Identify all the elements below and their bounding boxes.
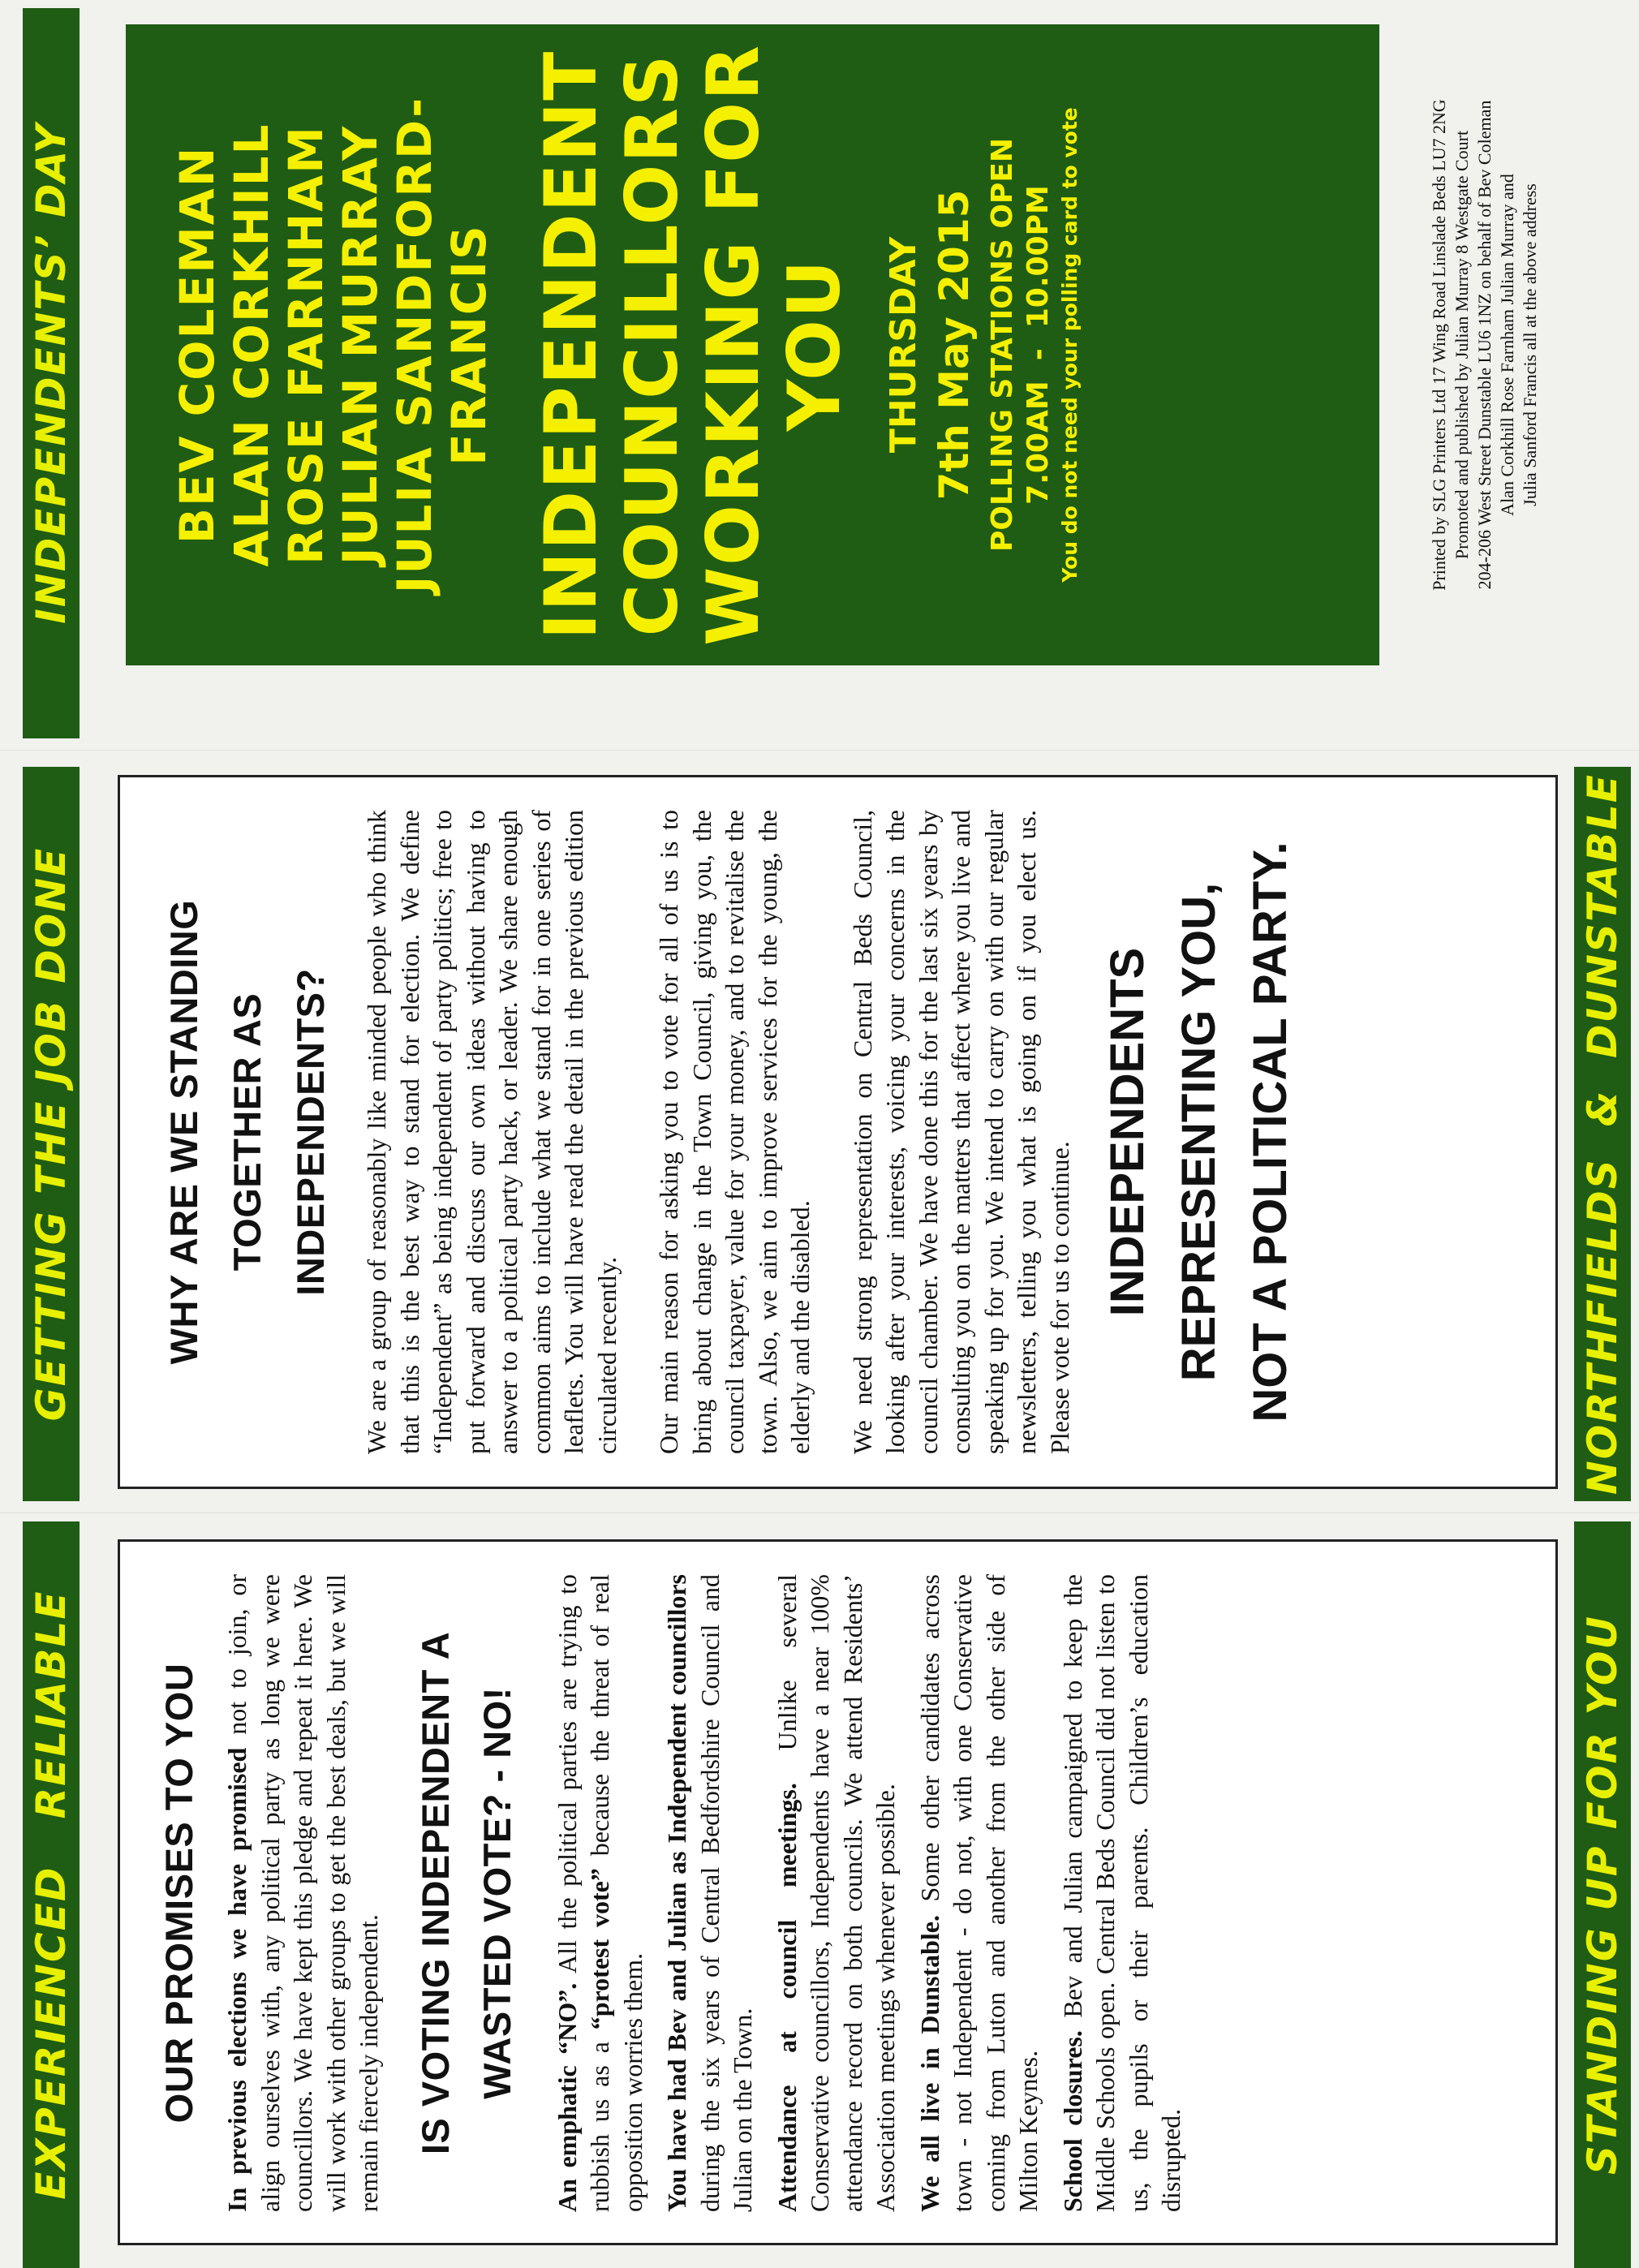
- attendance-paragraph: [771, 1574, 902, 2212]
- banner-independents-day: INDEPENDENTS’ DAY: [23, 8, 80, 738]
- promises-box: [118, 1539, 1558, 2245]
- live-in-dunstable-text: Some other candidates across town - not Independent - do not, with one Conservative coming from Luton and another from the other side of Milton Keynes.: [914, 1574, 1043, 2212]
- emphatic-no-text: All the political parties are trying to rubbish us as a: [552, 1573, 614, 2212]
- imprint-line-1: Printed by SLG Printers Ltd 17 Wing Road Linslade Beds LU7 2NG: [1429, 99, 1449, 591]
- candidate-5b: FRANCIS: [441, 224, 497, 466]
- attendance-text: Unlike several Conservative councillors, Independents have a near 100% attendance record on both councils. We attend Residents’ Association meetings whenever possible.: [772, 1573, 900, 2212]
- why-standing-heading: WHY ARE WE STANDING TOGETHER AS INDEPENDENTS?: [162, 899, 332, 1365]
- imprint-line-3: 204-206 West Street Dunstable LU6 1NZ on behalf of Bev Coleman: [1474, 100, 1495, 590]
- wasted-vote-heading: IS VOTING INDEPENDENT A WASTED VOTE? - NO!: [413, 1631, 518, 2155]
- headline-line-2: COUNCILLORS: [610, 53, 694, 637]
- emphatic-no-paragraph: [551, 1574, 650, 2212]
- headline-line-4: YOU: [772, 258, 856, 432]
- promises-text: not to join, or align ourselves with, any political party as long we were councillors. We have kept this pledge and repeat it here. We will work with other groups to get the best deals, but we will remain fiercely independent.: [222, 1574, 383, 2212]
- main-reason-paragraph: Our main reason for asking you to vote for all of us is to bring about change in the Town Council, giving you, the council taxpayer, value for your money, and to revitalise the town. Also, we aim to improve services for the young, the elderly and the disabled.: [654, 810, 815, 1454]
- bev-julian-text: during the six years of Central Bedfordshire Council and Julian on the Town.: [695, 1574, 757, 2212]
- slogan-line-3: NOT A POLITICAL PARTY.: [1244, 841, 1297, 1422]
- definition-paragraph: We are a group of reasonably like minded people who think that this is the best way to stand for election. We define “Independent” as being independent of party politics; free to put forward and discuss our own ideas without having to answer to a political party hack, or leader. We share enough common aims to include what we stand for in one series of leaflets. You will have read the detail in the previous edition circulated recently.: [362, 810, 622, 1454]
- candidate-1: BEV COLEMAN: [170, 145, 225, 544]
- school-closures-bold: School closures.: [1057, 2030, 1087, 2212]
- fold-line-left: [0, 1512, 1639, 1513]
- election-green-panel: [126, 24, 1379, 665]
- headline-line-3: WORKING FOR: [691, 44, 775, 646]
- school-closures-text: Bev and Julian campaigned to keep the Middle Schools open. Central Beds Council did not listen to us, the pupils or their parents. Children’s education disrupted.: [1057, 1573, 1185, 2212]
- candidate-3: ROSE FARNHAM: [278, 125, 333, 565]
- slogan: [1092, 810, 1306, 1454]
- imprint-line-2: Promoted and published by Julian Murray 8 Westgate Court: [1452, 130, 1472, 560]
- emphatic-no-bold: An emphatic “NO”.: [552, 1982, 582, 2212]
- imprint-line-4: Alan Corkhill Rose Farnham Julian Murray and: [1497, 174, 1517, 516]
- promises-paragraph: [221, 1574, 385, 2212]
- headline: [531, 24, 855, 665]
- candidate-list: [170, 24, 497, 665]
- election-date: 7th May 2015: [931, 189, 978, 501]
- attendance-bold: Attendance at council meetings.: [772, 1783, 802, 2212]
- slogan-line-2: REPRESENTING YOU,: [1172, 882, 1225, 1382]
- live-in-dunstable-paragraph: [914, 1574, 1045, 2212]
- imprint: [1428, 12, 1542, 678]
- representation-paragraph: We need strong representation on Central Beds Council, looking after your interests, voicing your concerns in the council chamber. We have done this for the last six years by consulting you on the matters that affect where you live and speaking up for you. We intend to carry on with our regular newsletters, telling you what is going on if you elect us. Please vote for us to continue.: [847, 810, 1074, 1454]
- headline-line-1: INDEPENDENT: [529, 49, 613, 640]
- polling-times: 7.00AM - 10.00PM: [1022, 185, 1055, 505]
- election-day: THURSDAY: [883, 236, 924, 454]
- protest-vote-bold: “protest vote”: [585, 1868, 614, 2030]
- banner-getting-the-job-done: GETTING THE JOB DONE: [23, 767, 80, 1501]
- school-closures-paragraph: [1056, 1574, 1188, 2212]
- slogan-line-1: INDEPENDENTS: [1101, 947, 1154, 1317]
- candidate-5: JULIA SANDFORD-: [387, 96, 442, 594]
- bev-julian-paragraph: [660, 1574, 759, 2212]
- live-in-dunstable-bold: We all live in Dunstable.: [914, 1915, 944, 2212]
- banner-standing-up-for-you: STANDING UP FOR YOU: [1574, 1521, 1631, 2268]
- banner-northfields-dunstable: NORTHFIELDS & DUNSTABLE: [1574, 767, 1631, 1501]
- fold-line-right: [0, 749, 1639, 751]
- emphatic-no-text-2: because the threat of real opposition worries them.: [585, 1573, 647, 2212]
- why-standing-box: [118, 775, 1558, 1489]
- polling-card-note: You do not need your polling card to vote: [1058, 107, 1082, 583]
- banner-experienced-reliable: EXPERIENCED RELIABLE: [23, 1521, 80, 2268]
- imprint-line-5: Julia Sanford Francis all at the above address: [1520, 183, 1540, 506]
- promises-heading: OUR PROMISES TO YOU: [157, 1663, 200, 2124]
- bev-julian-bold: You have had Bev and Julian as Independent councillors: [662, 1574, 691, 2212]
- promises-bold: In previous elections we have promised: [222, 1747, 252, 2212]
- polling-stations: POLLING STATIONS OPEN: [986, 137, 1019, 553]
- candidate-4: JULIAN MURRAY: [333, 124, 388, 566]
- candidate-2: ALAN CORKHILL: [224, 123, 279, 567]
